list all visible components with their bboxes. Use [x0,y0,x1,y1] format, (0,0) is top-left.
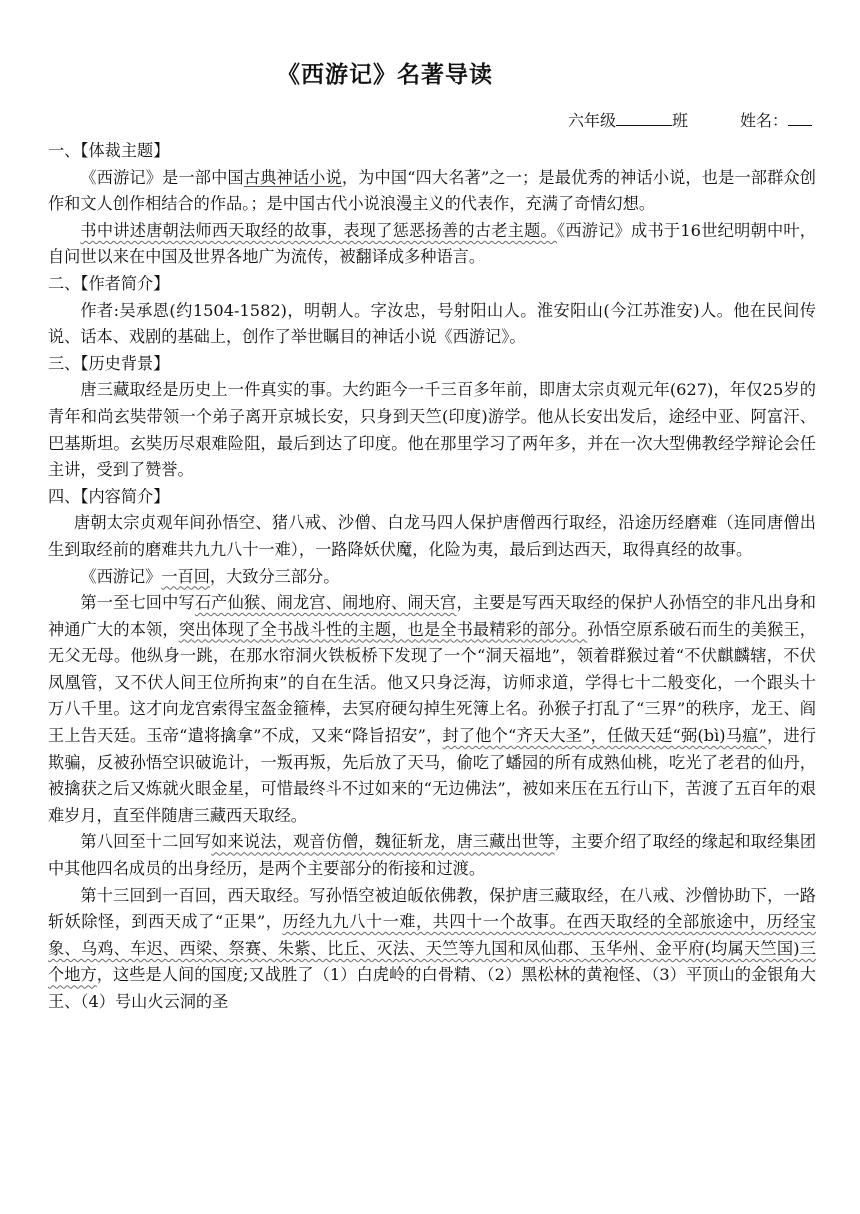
document-body [48,138,816,1016]
text-run: 孙悟空原系破石而生的美猴王，无父无母。他纵身一跳，在那水帘洞火铁板桥下发现了一个“洞天福地”，领着群猴过着“不伏麒麟辖，不伏凤凰管，又不伏人间王位所拘束”的自在生活。他又只身泛海，访师求道，学得七十二般变化，一个跟头十万八千里。这才向龙宫索得宝盔金箍棒，去冥府硬勾掉生死簿上名。孙猴子打乱了“三界”的秩序，龙王、阎王上告天廷。玉帝“遣将擒拿”不成，又来“降旨招安”， [48,619,816,746]
paragraph [48,218,816,271]
student-info-line [568,108,812,131]
text-run: ，主要是写西天取经的保护人孙悟空的非凡出身和神通广大的本领， [48,593,816,639]
text-run: ，为中国“四大名著”之一；是最优秀的神话小说，也是一部群众创作和文人创作相结合的作品。；是中国古代小说浪漫主义的代表作，充满了奇情幻想。 [48,167,816,214]
paragraph: 作者:吴承恩(约1504-1582)，明朝人。字汝忠，号射阳山人。淮安阳山(今江苏淮安)人。他在民间传说、话本、戏剧的基础上，创作了举世瞩目的神话小说《西游记》。 [48,300,816,347]
paragraph [48,883,816,1016]
text-run: ，这些是人间的国度;又战胜了（1）白虎岭的白骨精、（2）黑松林的黄袍怪、（3）平顶山的金银角大王、（4）号山火云洞的圣 [48,965,816,1011]
wavy-underlined-text: 石产仙猴、闹龙宫、闹地府、闹天宫 [194,593,457,613]
paragraph [48,829,816,882]
paragraph: 唐朝太宗贞观年间孙悟空、猪八戒、沙僧、白龙马四人保护唐僧西行取经，沿途历经磨难（连同唐僧出生到取经前的磨难共九九八十一难），一路降妖伏魔，化险为夷，最后到达西天，取得真经的故事。 [48,513,816,559]
section-heading-summary: 四、【内容简介】 [48,486,170,506]
name-label: 姓名： [739,111,788,130]
text-run: ，进行欺骗，反被孙悟空识破诡计，一叛再叛，先后放了天马，偷吃了蟠园的所有成熟仙桃，吃光了老君的仙丹，被擒获之后又炼就火眼金星，可惜最终斗不过如来的“无边佛法”，被如来压在五行山下，苦渡了五百年的艰难岁月，直至伴随唐三藏西天取经。 [48,726,816,825]
paragraph [48,564,816,591]
text-run: 第八回至十二回写 [80,832,212,852]
paragraph [48,165,816,218]
grade-label: 六年级 [567,111,616,130]
section-heading-author: 二、【作者简介】 [48,273,170,293]
text-run: 《西游记》是一部中国 [80,167,244,187]
paragraph: 唐三藏取经是历史上一件真实的事。大约距今一千三百多年前，即唐太宗贞观元年(627)，年仅25岁的青年和尚玄奘带领一个弟子离开京城长安，只身到天竺(印度)游学。他从长安出发后，途经中亚、阿富汗、巴基斯坦。玄奘历尽艰难险阻，最后到达了印度。他在那里学习了两年多，并在一次大型佛教经学辩论会任主讲，受到了赞誉。 [48,380,816,480]
underlined-text: 古典神话小说 [243,167,342,187]
wavy-underlined-text: 封了他个“齐天大圣”，任做天廷“弼(bì)马瘟” [442,726,767,746]
wavy-underlined-text: 在西天取经的全部旅途中，历经宝象、乌鸡、车迟、西梁、祭赛、朱紫、比丘、灭法、天竺等九国和凤仙郡、玉华州、金平府(均属天竺国)三个地方 [48,912,816,985]
wavy-underlined-text: 历经九九八十一难，共四十一个故事。 [282,912,567,932]
page-title: 《西游记》名著导读 [277,61,493,88]
text-run: 第一至七回中写 [80,593,195,613]
text-run: ，大致分三部分。 [209,566,340,586]
class-blank[interactable] [616,109,672,126]
text-run: ，主要介绍了取经的缘起和取经集团中其他四名成员的出身经历，是两个主要部分的衔接和过渡。 [48,832,817,879]
wavy-underlined-text: 突出体现了全书战斗性的主题，也是全书最精彩的部分。 [178,619,588,639]
section-heading-background: 三、【历史背景】 [48,353,170,373]
name-blank[interactable] [788,109,812,126]
text-run: 《西游记》 [80,566,162,586]
wavy-underlined-text: 如来说法，观音仿僧，魏征斩龙，唐三藏出世等 [211,832,555,852]
class-label: 班 [671,111,688,130]
text-run: 第十三回到一百回，西天取经。写孙悟空被迫皈依佛教，保护唐三藏取经，在八戒、沙僧协助下，一路斩妖除怪，到西天成了“正果”， [48,885,816,932]
wavy-underlined-text: 书中讲述唐朝法师西天取经的故事，表现了惩恶扬善的古老主题。 [80,220,557,240]
text-run: 《西游记》成书于16世纪明朝中叶，自问世以来在中国及世界各地广为流传，被翻译成多种语言。 [48,220,816,267]
section-heading-genre: 一、【体裁主题】 [48,141,170,160]
wavy-underlined-text: 一百回 [161,566,210,586]
paragraph [48,590,816,829]
